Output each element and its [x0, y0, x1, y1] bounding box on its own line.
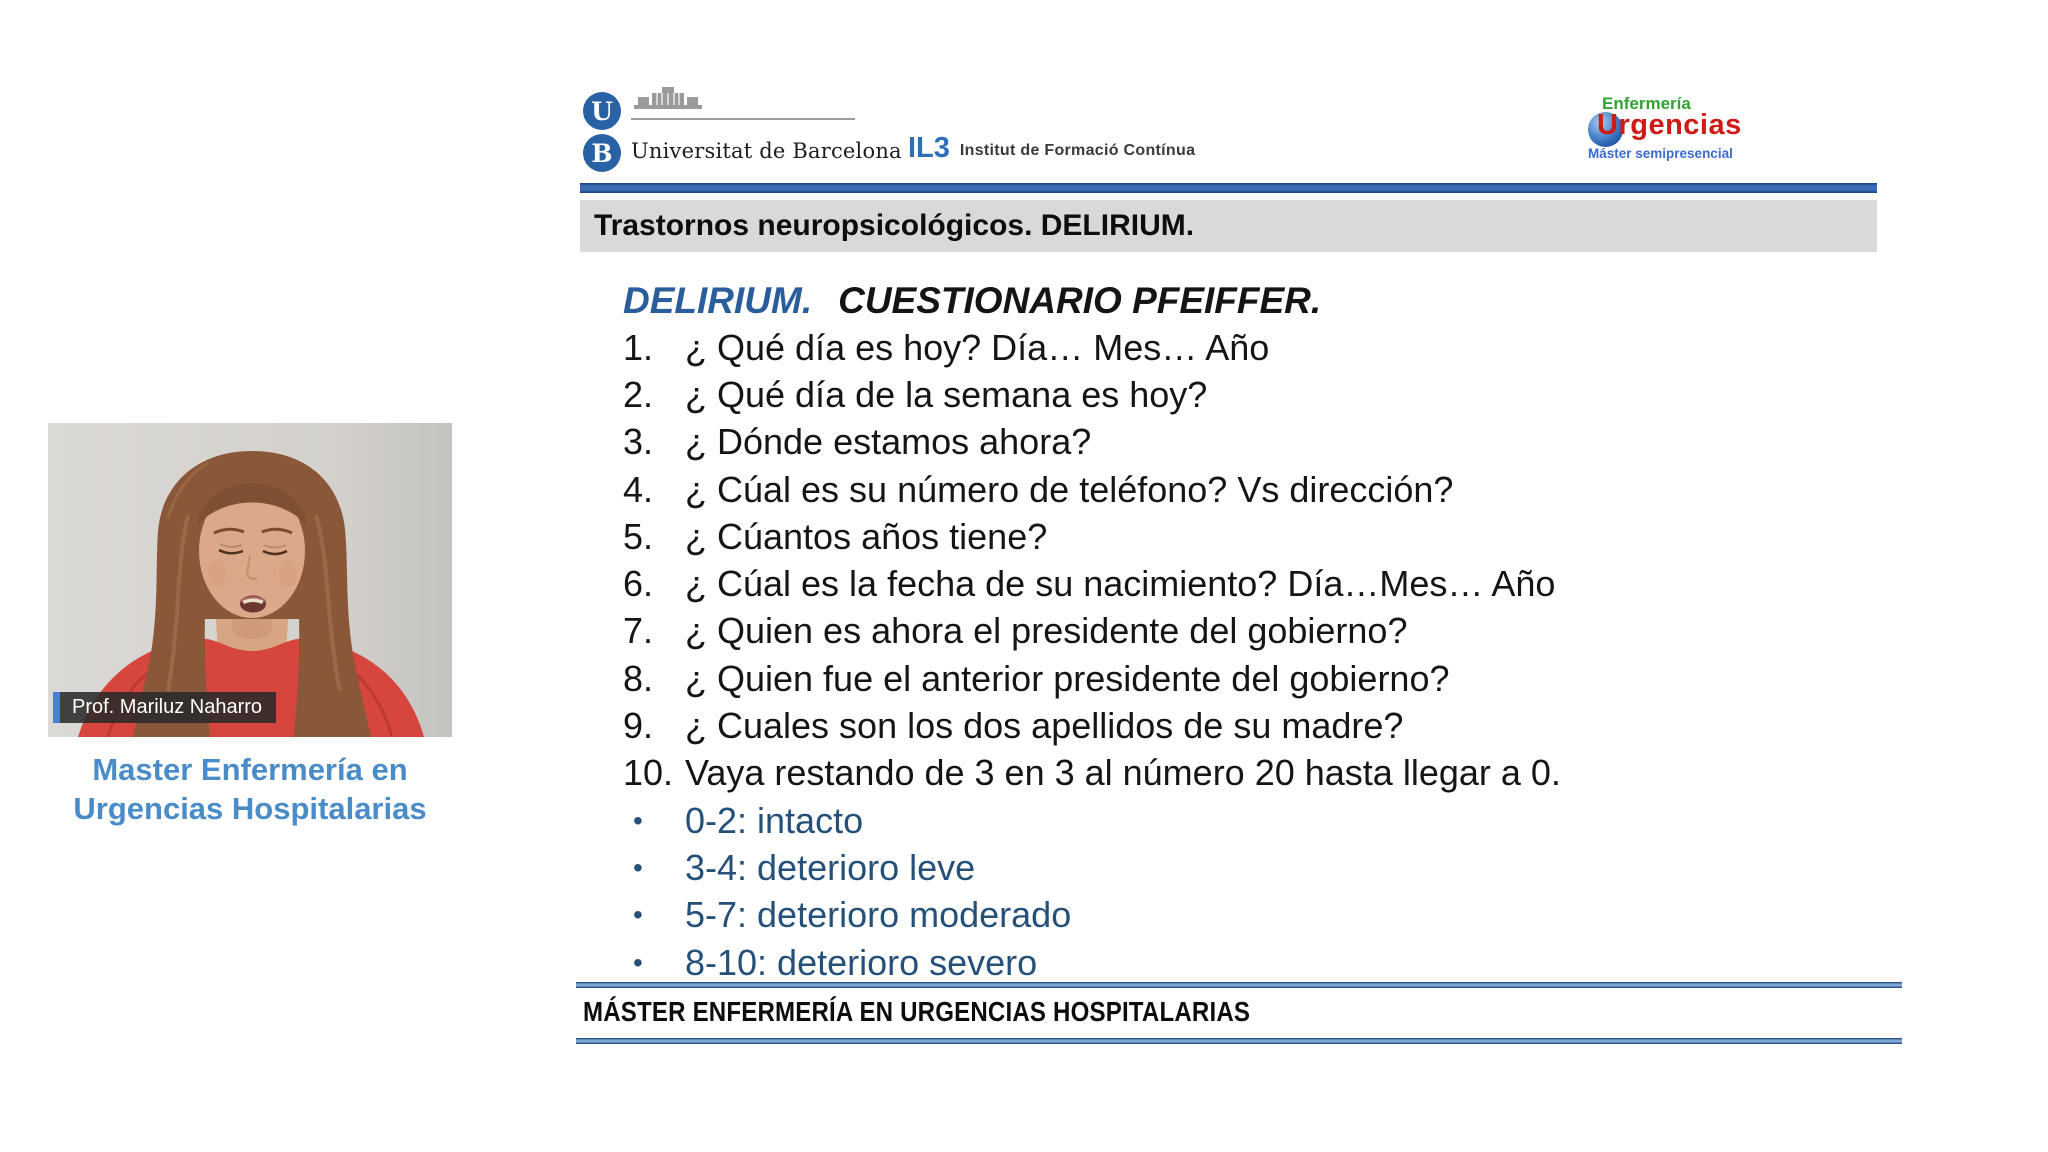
- program-caption-line2: Urgencias Hospitalarias: [73, 791, 427, 826]
- score-text: 0-2: intacto: [685, 799, 864, 841]
- question-number: 7.: [623, 610, 654, 652]
- question-text: ¿ Quien es ahora el presidente del gobierno?: [685, 610, 1408, 652]
- program-logo-line2: Urgencias: [1597, 109, 1742, 141]
- question-text: ¿ Quien fue el anterior presidente del gobierno?: [685, 657, 1450, 699]
- question-item: [623, 608, 1803, 655]
- slide-title-questionnaire: CUESTIONARIO PFEIFFER.: [838, 280, 1322, 321]
- score-text: 3-4: deterioro leve: [685, 846, 976, 888]
- question-item: [623, 419, 1803, 466]
- score-item: [623, 844, 1803, 891]
- program-caption-line1: Master Enfermería en: [92, 752, 408, 787]
- il3-logo: [908, 134, 1195, 163]
- name-tag-accent-bar: [53, 692, 60, 723]
- question-number: 3.: [623, 421, 654, 463]
- footer-divider-bottom: [576, 1038, 1902, 1044]
- question-text: ¿ Qué día es hoy? Día… Mes… Año: [685, 326, 1270, 368]
- presenter-name: Prof. Mariluz Naharro: [60, 692, 276, 723]
- presenter-webcam: [48, 423, 452, 737]
- question-text: ¿ Cuales son los dos apellidos de su madre?: [685, 705, 1404, 747]
- footer-divider-top: [576, 982, 1902, 988]
- questionnaire-list: [623, 324, 1803, 986]
- slide-title-delirium: DELIRIUM.: [623, 280, 813, 321]
- question-number: 9.: [623, 705, 654, 747]
- question-number: 4.: [623, 468, 654, 510]
- program-logo-line1: Enfermería: [1602, 94, 1691, 113]
- question-item: [623, 560, 1803, 607]
- question-number: 8.: [623, 657, 654, 699]
- question-number: 5.: [623, 515, 654, 557]
- ub-building-icon: [633, 84, 703, 114]
- question-number: 1.: [623, 326, 654, 368]
- question-text: Vaya restando de 3 en 3 al número 20 hasta llegar a 0.: [685, 752, 1561, 794]
- ub-logo-divider: [631, 118, 855, 120]
- question-item: [623, 702, 1803, 749]
- bullet-icon: •: [633, 851, 643, 883]
- score-item: [623, 939, 1803, 986]
- question-item: [623, 324, 1803, 371]
- score-item: [623, 892, 1803, 939]
- il3-name: Institut de Formació Contínua: [959, 142, 1196, 159]
- question-number: 6.: [623, 563, 654, 605]
- program-logo-line3: Máster semipresencial: [1588, 146, 1733, 161]
- bullet-icon: •: [633, 946, 643, 978]
- ub-institution-name: Universitat de Barcelona: [631, 139, 902, 163]
- program-caption: [48, 750, 452, 828]
- bullet-icon: •: [633, 804, 643, 836]
- question-text: ¿ Cúantos años tiene?: [685, 515, 1048, 557]
- slide-title: [623, 280, 1321, 322]
- question-item: [623, 655, 1803, 702]
- question-text: ¿ Cúal es la fecha de su nacimiento? Día…Mes… Año: [685, 563, 1556, 605]
- slide-top-accent-bar: [580, 183, 1877, 193]
- score-text: 5-7: deterioro moderado: [685, 894, 1072, 936]
- ub-logo-u-icon: U: [583, 92, 621, 130]
- presenter-name-tag: [53, 692, 276, 723]
- question-item: [623, 513, 1803, 560]
- program-logo: [1588, 94, 1742, 170]
- question-item: [623, 371, 1803, 418]
- bullet-icon: •: [633, 899, 643, 931]
- score-item: [623, 797, 1803, 844]
- question-item: [623, 750, 1803, 797]
- question-item: [623, 466, 1803, 513]
- question-text: ¿ Cúal es su número de teléfono? Vs dirección?: [685, 468, 1454, 510]
- il3-acronym: IL3: [908, 132, 950, 164]
- question-text: ¿ Qué día de la semana es hoy?: [685, 373, 1208, 415]
- slide-topic-title: Trastornos neuropsicológicos. DELIRIUM.: [594, 209, 1195, 242]
- score-text: 8-10: deterioro severo: [685, 941, 1038, 983]
- question-text: ¿ Dónde estamos ahora?: [685, 421, 1092, 463]
- question-number: 10.: [623, 752, 674, 794]
- footer-program-title: MÁSTER ENFERMERÍA EN URGENCIAS HOSPITALARIAS: [583, 996, 1251, 1027]
- presenter-illustration: [48, 423, 452, 737]
- question-number: 2.: [623, 373, 654, 415]
- ub-logo-b-icon: B: [583, 134, 621, 172]
- slide-topic-bar: [580, 200, 1877, 252]
